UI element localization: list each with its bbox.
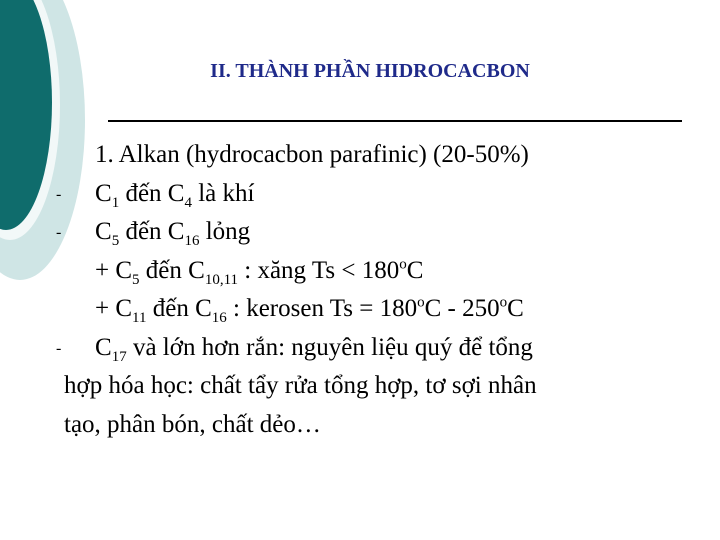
list-item-continuation: tạo, phân bón, chất dẻo… bbox=[64, 410, 321, 438]
title-underline bbox=[108, 120, 682, 122]
sub-list-item: + $C_{11}$ đến $C_{16}$ : kerosen $Ts = 180^oC - 250^oC$ bbox=[95, 294, 524, 326]
bullet: - bbox=[56, 224, 62, 241]
slide-title: II. THÀNH PHẦN HIDROCACBON bbox=[210, 60, 530, 82]
bullet: - bbox=[56, 185, 62, 203]
bullet: - bbox=[56, 339, 62, 357]
sub-list-item: + $C_5$ đến $C_{10,11}$ : xăng $Ts < 180^oC$ bbox=[95, 256, 424, 288]
slide-content bbox=[56, 136, 684, 444]
list-item: - $C_5$ đến $C_{16}$ lỏng bbox=[64, 213, 684, 252]
list-item: - $C_{17}$ và lớn hơn rắn: nguyên liệu quý để tổng bbox=[64, 329, 684, 368]
list-item-continuation: hợp hóa học: chất tẩy rửa tổng hợp, tơ sợi nhân bbox=[64, 372, 537, 399]
section-heading: 1. Alkan (hydrocacbon parafinic) (20-50%) bbox=[95, 141, 529, 168]
list-item: - $C_1$ đến $C_4$ là khí bbox=[64, 175, 684, 214]
